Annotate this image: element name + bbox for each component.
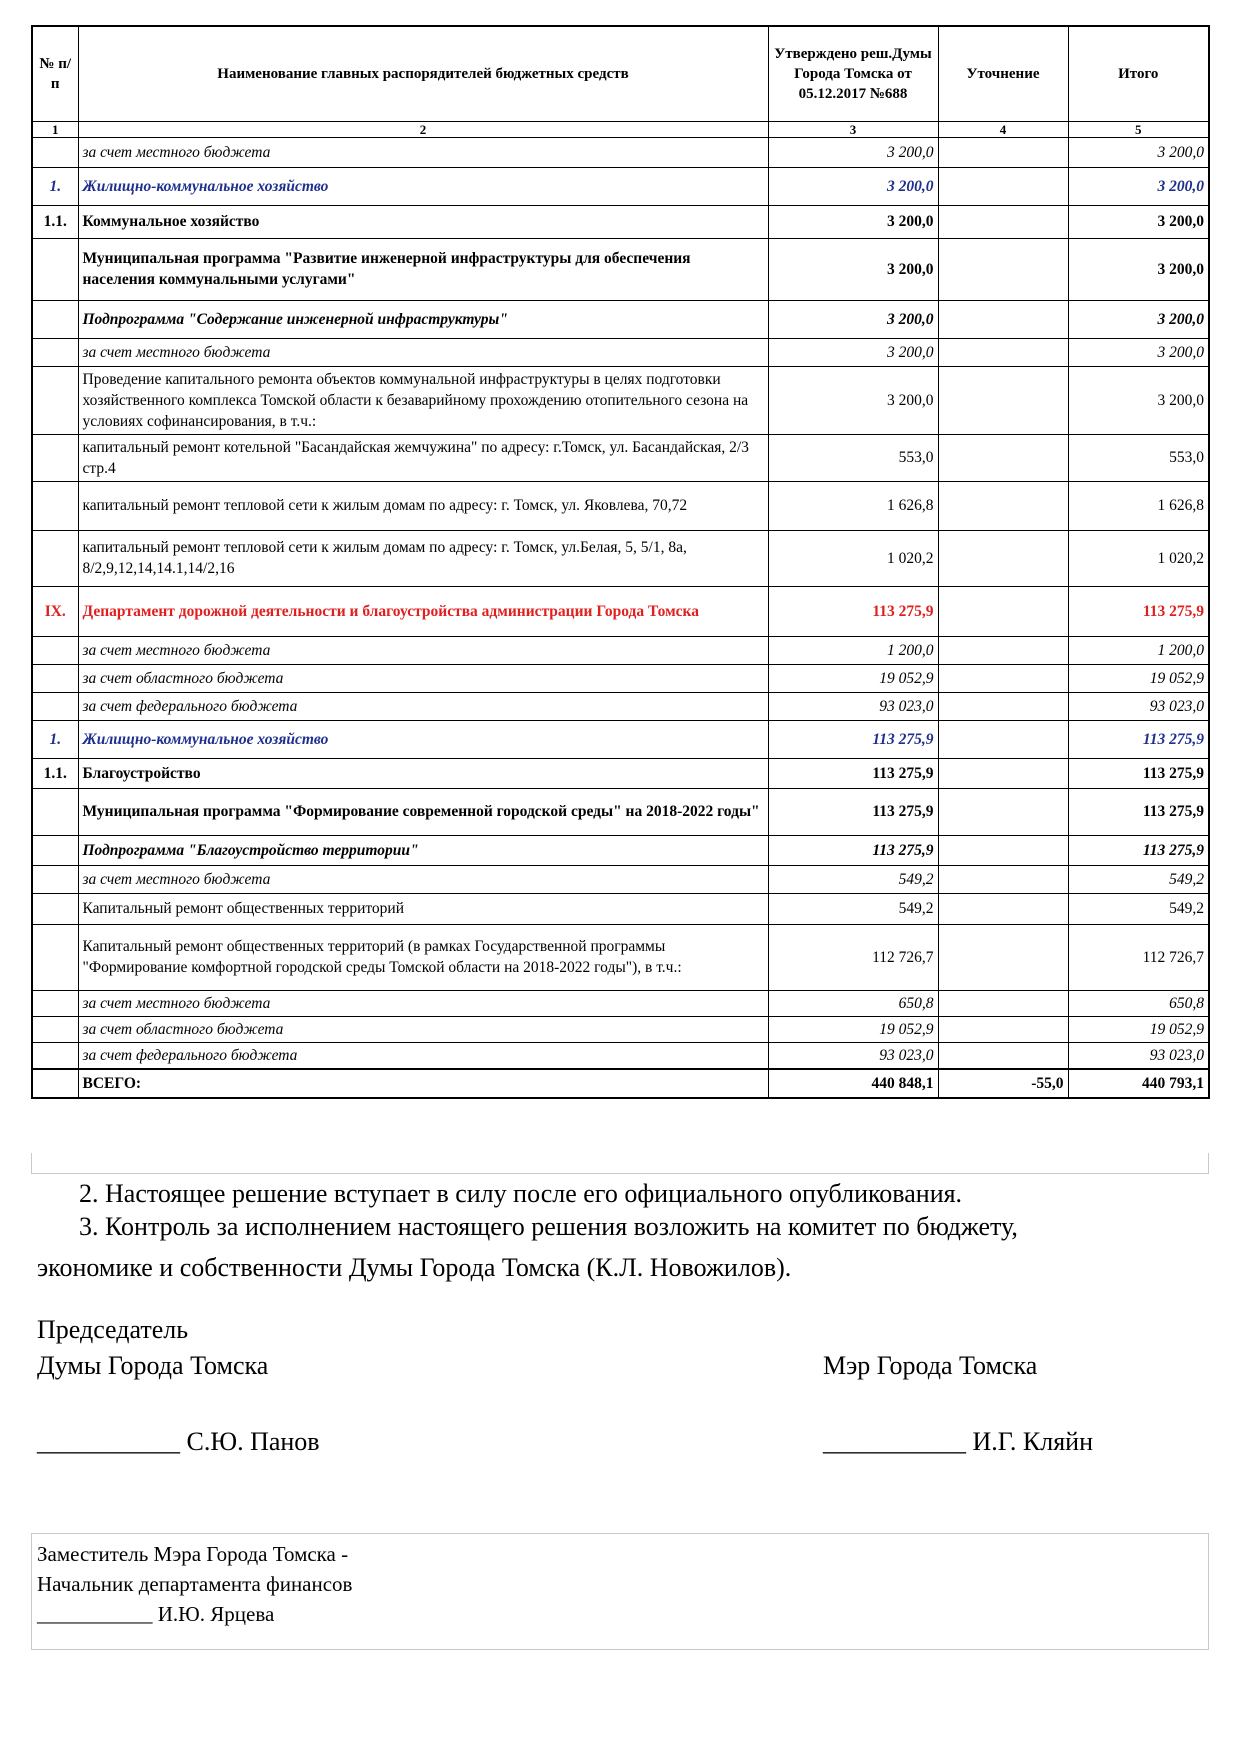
cell-approved: 19 052,9 — [768, 1016, 938, 1042]
paragraph-3-line-2: экономике и собственности Думы Города Томска (К.Л. Новожилов). — [37, 1253, 792, 1282]
cell-change — [938, 1042, 1068, 1069]
cell-num — [32, 664, 78, 692]
cell-total: 549,2 — [1068, 865, 1209, 893]
table-row — [32, 636, 1209, 664]
col-number: 5 — [1068, 121, 1209, 137]
cell-name: Муниципальная программа "Развитие инженерной инфраструктуры для обеспечения населения коммунальными услугами" — [78, 238, 768, 300]
cell-total: 19 052,9 — [1068, 664, 1209, 692]
table-row — [32, 481, 1209, 530]
chairman-signature: ___________ С.Ю. Панов — [37, 1427, 320, 1456]
mayor-title: Мэр Города Томска — [823, 1351, 1038, 1380]
cell-total: 113 275,9 — [1068, 835, 1209, 865]
cell-num — [32, 865, 78, 893]
cell-num — [32, 636, 78, 664]
cell-approved: 549,2 — [768, 893, 938, 924]
budget-table — [31, 25, 1210, 1099]
cell-num — [32, 1069, 78, 1098]
cell-num — [32, 1042, 78, 1069]
cell-approved: 3 200,0 — [768, 205, 938, 238]
cell-approved: 113 275,9 — [768, 586, 938, 636]
cell-num — [32, 481, 78, 530]
table-bottom-strip — [31, 1153, 1209, 1174]
cell-total: 3 200,0 — [1068, 238, 1209, 300]
cell-change — [938, 205, 1068, 238]
chairman-title: Председатель — [37, 1315, 189, 1344]
cell-change — [938, 636, 1068, 664]
table-row — [32, 758, 1209, 788]
cell-num — [32, 835, 78, 865]
cell-name: капитальный ремонт тепловой сети к жилым домам по адресу: г. Томск, ул. Яковлева, 70,72 — [78, 481, 768, 530]
cell-total: 93 023,0 — [1068, 692, 1209, 720]
cell-name: капитальный ремонт тепловой сети к жилым домам по адресу: г. Томск, ул.Белая, 5, 5/1, 8а, 8/2,9,12,14,14.1,14/2,16 — [78, 530, 768, 586]
cell-approved: 113 275,9 — [768, 758, 938, 788]
header-change: Уточнение — [938, 26, 1068, 121]
cell-total: 113 275,9 — [1068, 788, 1209, 835]
cell-approved: 1 626,8 — [768, 481, 938, 530]
cell-num — [32, 924, 78, 990]
finance-head-title: Начальник департамента финансов — [37, 1572, 353, 1596]
cell-num — [32, 1016, 78, 1042]
table-row — [32, 238, 1209, 300]
table-row — [32, 924, 1209, 990]
cell-num: 1. — [32, 167, 78, 205]
cell-change — [938, 990, 1068, 1016]
table-row — [32, 205, 1209, 238]
cell-num — [32, 434, 78, 481]
cell-change — [938, 758, 1068, 788]
cell-approved: 3 200,0 — [768, 137, 938, 167]
cell-total: 3 200,0 — [1068, 137, 1209, 167]
cell-name: Муниципальная программа "Формирование современной городской среды" на 2018-2022 годы" — [78, 788, 768, 835]
cell-num — [32, 692, 78, 720]
cell-name: Капитальный ремонт общественных территорий — [78, 893, 768, 924]
table-row — [32, 137, 1209, 167]
cell-total: 1 626,8 — [1068, 481, 1209, 530]
cell-approved: 113 275,9 — [768, 720, 938, 758]
cell-total: 93 023,0 — [1068, 1042, 1209, 1069]
cell-total: 3 200,0 — [1068, 366, 1209, 434]
cell-name: за счет местного бюджета — [78, 865, 768, 893]
header-total: Итого — [1068, 26, 1209, 121]
cell-approved: 549,2 — [768, 865, 938, 893]
paragraph-3-line-1: 3. Контроль за исполнением настоящего решения возложить на комитет по бюджету, — [79, 1212, 1018, 1241]
col-number: 4 — [938, 121, 1068, 137]
cell-num: 1.1. — [32, 205, 78, 238]
cell-num — [32, 788, 78, 835]
cell-change — [938, 865, 1068, 893]
cell-name: за счет областного бюджета — [78, 1016, 768, 1042]
finance-head-signature: ___________ И.Ю. Ярцева — [37, 1602, 275, 1626]
table-row — [32, 692, 1209, 720]
cell-approved: 3 200,0 — [768, 238, 938, 300]
cell-change — [938, 692, 1068, 720]
cell-approved: 3 200,0 — [768, 338, 938, 366]
cell-change: -55,0 — [938, 1069, 1068, 1098]
cell-num — [32, 366, 78, 434]
cell-change — [938, 586, 1068, 636]
cell-name: Капитальный ремонт общественных территорий (в рамках Государственной программы "Формирование комфортной городской среды Томской области на 2018-2022 годы"), в т.ч.: — [78, 924, 768, 990]
table-row — [32, 720, 1209, 758]
cell-num — [32, 990, 78, 1016]
cell-name: за счет местного бюджета — [78, 137, 768, 167]
total-row — [32, 1069, 1209, 1098]
cell-change — [938, 788, 1068, 835]
cell-change — [938, 167, 1068, 205]
cell-name: за счет местного бюджета — [78, 338, 768, 366]
cell-name: за счет местного бюджета — [78, 990, 768, 1016]
header-name: Наименование главных распорядителей бюджетных средств — [78, 26, 768, 121]
cell-change — [938, 366, 1068, 434]
table-row — [32, 893, 1209, 924]
paragraph-2: 2. Настоящее решение вступает в силу после его официального опубликования. — [79, 1179, 963, 1208]
cell-change — [938, 338, 1068, 366]
approval-footer — [31, 1533, 1209, 1650]
cell-approved: 650,8 — [768, 990, 938, 1016]
cell-change — [938, 481, 1068, 530]
table-row — [32, 865, 1209, 893]
cell-change — [938, 137, 1068, 167]
cell-num — [32, 137, 78, 167]
table-row — [32, 1042, 1209, 1069]
cell-change — [938, 924, 1068, 990]
table-row — [32, 664, 1209, 692]
col-number: 3 — [768, 121, 938, 137]
cell-total: 650,8 — [1068, 990, 1209, 1016]
cell-num — [32, 530, 78, 586]
table-row — [32, 366, 1209, 434]
cell-name: Департамент дорожной деятельности и благоустройства администрации Города Томска — [78, 586, 768, 636]
cell-approved: 112 726,7 — [768, 924, 938, 990]
cell-name: Подпрограмма "Благоустройство территории" — [78, 835, 768, 865]
cell-total: 113 275,9 — [1068, 720, 1209, 758]
mayor-signature: ___________ И.Г. Кляйн — [823, 1427, 1093, 1456]
cell-approved: 1 200,0 — [768, 636, 938, 664]
cell-total: 3 200,0 — [1068, 338, 1209, 366]
cell-approved: 3 200,0 — [768, 366, 938, 434]
cell-num: 1. — [32, 720, 78, 758]
cell-change — [938, 300, 1068, 338]
column-number-row — [32, 121, 1209, 137]
duma-title: Думы Города Томска — [37, 1351, 269, 1380]
cell-total: 3 200,0 — [1068, 205, 1209, 238]
cell-name: за счет областного бюджета — [78, 664, 768, 692]
cell-num — [32, 893, 78, 924]
cell-change — [938, 720, 1068, 758]
table-row — [32, 990, 1209, 1016]
cell-approved: 3 200,0 — [768, 300, 938, 338]
cell-change — [938, 434, 1068, 481]
cell-num: 1.1. — [32, 758, 78, 788]
cell-name: за счет федерального бюджета — [78, 692, 768, 720]
table-row — [32, 1016, 1209, 1042]
cell-name: Жилищно-коммунальное хозяйство — [78, 720, 768, 758]
cell-total: 553,0 — [1068, 434, 1209, 481]
cell-total: 3 200,0 — [1068, 300, 1209, 338]
cell-change — [938, 893, 1068, 924]
cell-approved: 93 023,0 — [768, 1042, 938, 1069]
cell-change — [938, 238, 1068, 300]
cell-total: 440 793,1 — [1068, 1069, 1209, 1098]
cell-name: за счет федерального бюджета — [78, 1042, 768, 1069]
cell-change — [938, 835, 1068, 865]
cell-approved: 440 848,1 — [768, 1069, 938, 1098]
cell-total: 19 052,9 — [1068, 1016, 1209, 1042]
cell-name: Проведение капитального ремонта объектов коммунальной инфраструктуры в целях подготовки хозяйственного комплекса Томской области к безаварийному прохождению отопительного сезона на условиях софинансирования, в т.ч.: — [78, 366, 768, 434]
cell-approved: 3 200,0 — [768, 167, 938, 205]
header-approved: Утверждено реш.Думы Города Томска от 05.12.2017 №688 — [768, 26, 938, 121]
col-number: 1 — [32, 121, 78, 137]
cell-name: ВСЕГО: — [78, 1069, 768, 1098]
cell-total: 113 275,9 — [1068, 758, 1209, 788]
cell-name: Благоустройство — [78, 758, 768, 788]
table-header-row — [32, 26, 1209, 121]
cell-name: капитальный ремонт котельной "Басандайская жемчужина" по адресу: г.Томск, ул. Басандайская, 2/3 стр.4 — [78, 434, 768, 481]
table-row — [32, 530, 1209, 586]
deputy-mayor-title: Заместитель Мэра Города Томска - — [37, 1542, 349, 1566]
cell-name: за счет местного бюджета — [78, 636, 768, 664]
cell-change — [938, 664, 1068, 692]
cell-change — [938, 530, 1068, 586]
cell-total: 112 726,7 — [1068, 924, 1209, 990]
table-row — [32, 835, 1209, 865]
cell-approved: 1 020,2 — [768, 530, 938, 586]
table-row — [32, 586, 1209, 636]
cell-num — [32, 300, 78, 338]
cell-approved: 113 275,9 — [768, 835, 938, 865]
cell-name: Коммунальное хозяйство — [78, 205, 768, 238]
cell-num: IX. — [32, 586, 78, 636]
table-row — [32, 300, 1209, 338]
cell-total: 1 020,2 — [1068, 530, 1209, 586]
cell-total: 549,2 — [1068, 893, 1209, 924]
header-num: № п/п — [32, 26, 78, 121]
table-row — [32, 788, 1209, 835]
cell-approved: 19 052,9 — [768, 664, 938, 692]
table-row — [32, 434, 1209, 481]
cell-total: 3 200,0 — [1068, 167, 1209, 205]
cell-change — [938, 1016, 1068, 1042]
cell-approved: 93 023,0 — [768, 692, 938, 720]
col-number: 2 — [78, 121, 768, 137]
cell-approved: 553,0 — [768, 434, 938, 481]
cell-num — [32, 338, 78, 366]
cell-total: 113 275,9 — [1068, 586, 1209, 636]
cell-approved: 113 275,9 — [768, 788, 938, 835]
cell-name: Подпрограмма "Содержание инженерной инфраструктуры" — [78, 300, 768, 338]
cell-name: Жилищно-коммунальное хозяйство — [78, 167, 768, 205]
table-row — [32, 338, 1209, 366]
cell-num — [32, 238, 78, 300]
cell-total: 1 200,0 — [1068, 636, 1209, 664]
table-row — [32, 167, 1209, 205]
